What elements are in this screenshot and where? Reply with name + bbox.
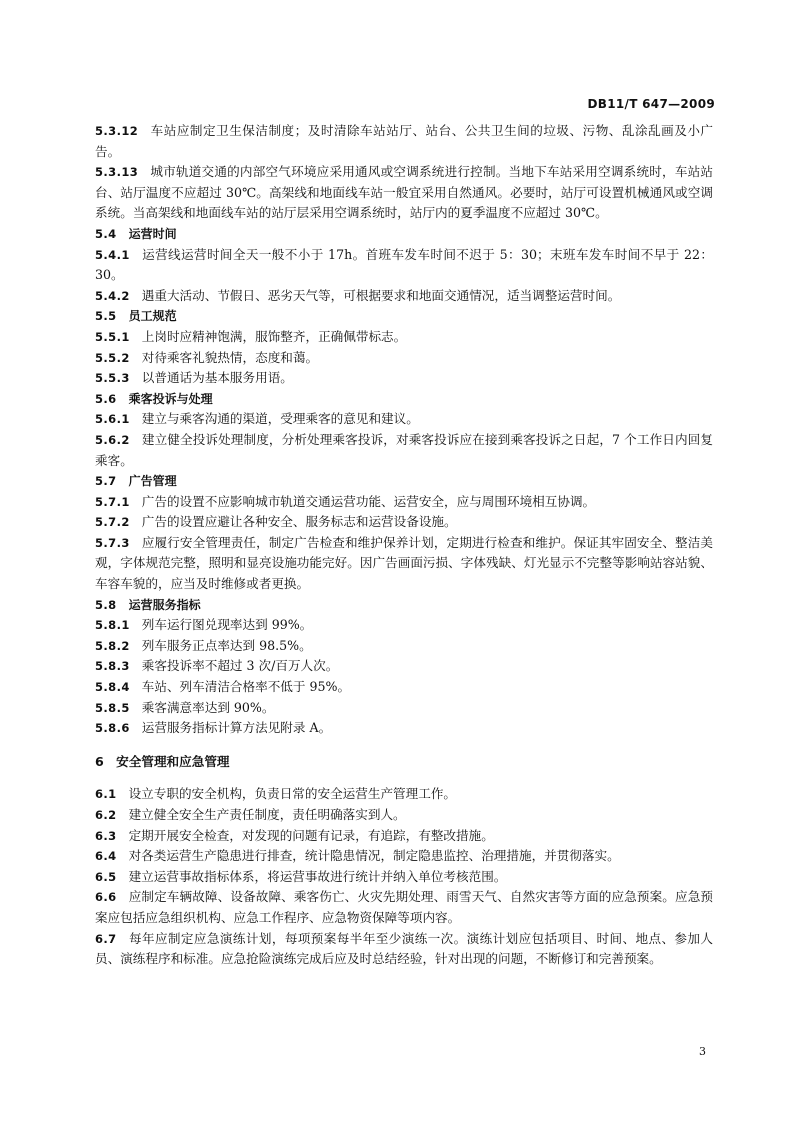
clause-6-4 bbox=[95, 846, 713, 867]
chapter-number: 6 bbox=[95, 753, 105, 769]
clause-5-5-2 bbox=[95, 348, 713, 369]
clause-5-5-1 bbox=[95, 327, 713, 348]
section-title: 乘客投诉与处理 bbox=[128, 391, 213, 406]
section-title: 员工规范 bbox=[128, 309, 177, 324]
clause-text: 建立运营事故指标体系，将运营事故进行统计并纳入单位考核范围。 bbox=[128, 868, 507, 884]
clause-5-8-5 bbox=[95, 698, 713, 719]
section-number: 5.6 bbox=[95, 391, 117, 406]
clause-number: 5.7.3 bbox=[95, 535, 130, 550]
clause-6-6 bbox=[95, 887, 713, 928]
section-heading-5-5 bbox=[95, 306, 713, 327]
clause-text: 定期开展安全检查，对发现的问题有记录，有追踪，有整改措施。 bbox=[128, 827, 494, 843]
section-title: 广告管理 bbox=[128, 474, 177, 489]
clause-text: 应履行安全管理责任，制定广告检查和维护保养计划，定期进行检查和维护。保证其牢固安全、整洁美观，字体规范完整，照明和显亮设施功能完好。因广告画面污损、字体残缺、灯光显示不完整等影响站容站貌、车容车貌的，应当及时维修或者更换。 bbox=[95, 534, 713, 592]
section-number: 5.8 bbox=[95, 597, 117, 612]
clause-text: 建立与乘客沟通的渠道，受理乘客的意见和建议。 bbox=[141, 411, 419, 427]
clause-text: 遇重大活动、节假日、恶劣天气等，可根据要求和地面交通情况，适当调整运营时间。 bbox=[141, 287, 621, 303]
clause-text: 建立健全投诉处理制度，分析处理乘客投诉，对乘客投诉应在接到乘客投诉之日起，7 个工作日内回复乘客。 bbox=[95, 431, 713, 468]
clause-number: 5.5.1 bbox=[95, 329, 130, 344]
clause-number: 5.8.1 bbox=[95, 618, 130, 633]
clause-number: 6.7 bbox=[95, 931, 117, 946]
clause-number: 6.2 bbox=[95, 808, 117, 822]
clause-number: 5.8.5 bbox=[95, 700, 130, 715]
clause-5-6-1 bbox=[95, 409, 713, 430]
clause-text: 列车服务正点率达到 98.5%。 bbox=[141, 637, 312, 653]
clause-5-8-3 bbox=[95, 656, 713, 677]
clause-5-8-6 bbox=[95, 718, 713, 739]
clause-number: 5.4.1 bbox=[95, 247, 130, 262]
clause-text: 乘客投诉率不超过 3 次/百万人次。 bbox=[141, 658, 339, 674]
clause-number: 5.6.2 bbox=[95, 432, 130, 447]
clause-number: 6.3 bbox=[95, 828, 117, 843]
clause-text: 以普通话为基本服务用语。 bbox=[141, 370, 293, 386]
document-code: DB11/T 647—2009 bbox=[587, 97, 715, 111]
clause-text: 城市轨道交通的内部空气环境应采用通风或空调系统进行控制。当地下车站采用空调系统时，车站站台、站厅温度不应超过 30℃。高架线和地面线车站一般宜采用自然通风。必要时，站厅可设置机械通风或空调系统。当高架线和地面线车站的站厅层采用空调系统时，站厅内的夏季温度不应超过 30℃。 bbox=[95, 164, 713, 221]
clause-5-6-2 bbox=[95, 430, 713, 471]
clause-text: 车站应制定卫生保洁制度；及时清除车站站厅、站台、公共卫生间的垃圾、污物、乱涂乱画及小广告。 bbox=[95, 123, 713, 159]
clause-number: 5.8.2 bbox=[95, 638, 130, 653]
clause-5-3-12 bbox=[95, 121, 713, 162]
section-heading-5-6 bbox=[95, 389, 713, 410]
clause-number: 6.1 bbox=[95, 787, 117, 802]
clause-5-8-1 bbox=[95, 615, 713, 636]
clause-number: 5.8.6 bbox=[95, 721, 130, 736]
clause-5-3-13 bbox=[95, 162, 713, 224]
section-heading-5-7 bbox=[95, 471, 713, 492]
clause-number: 5.8.4 bbox=[95, 680, 130, 695]
clause-5-7-3 bbox=[95, 533, 713, 595]
section-title: 运营服务指标 bbox=[128, 597, 201, 612]
clause-text: 广告的设置应避让各种安全、服务标志和运营设备设施。 bbox=[141, 514, 457, 530]
clause-number: 5.5.2 bbox=[95, 350, 130, 365]
clause-text: 广告的设置不应影响城市轨道交通运营功能、运营安全，应与周围环境相互协调。 bbox=[141, 493, 596, 509]
clause-6-5 bbox=[95, 867, 713, 888]
clause-text: 列车运行图兑现率达到 99%。 bbox=[141, 617, 313, 633]
clause-5-4-1 bbox=[95, 245, 713, 286]
clause-5-5-3 bbox=[95, 368, 713, 389]
section-number: 5.7 bbox=[95, 474, 117, 489]
clause-5-7-2 bbox=[95, 512, 713, 533]
section-title: 运营时间 bbox=[128, 226, 177, 241]
chapter-heading-6 bbox=[95, 752, 713, 773]
clause-number: 5.5.3 bbox=[95, 371, 130, 386]
clause-6-1 bbox=[95, 784, 713, 805]
clause-5-8-2 bbox=[95, 636, 713, 657]
document-body bbox=[95, 121, 713, 970]
clause-number: 5.7.1 bbox=[95, 494, 130, 509]
clause-6-3 bbox=[95, 826, 713, 847]
clause-number: 5.3.13 bbox=[95, 165, 139, 180]
clause-6-7 bbox=[95, 929, 713, 970]
clause-number: 6.6 bbox=[95, 890, 117, 905]
clause-number: 5.8.3 bbox=[95, 659, 130, 674]
section-number: 5.4 bbox=[95, 226, 117, 241]
clause-text: 建立健全安全生产责任制度，责任明确落实到人。 bbox=[128, 807, 406, 822]
clause-number: 5.4.2 bbox=[95, 288, 130, 303]
section-heading-5-4 bbox=[95, 224, 713, 245]
page-number: 3 bbox=[699, 1045, 706, 1058]
clause-text: 对各类运营生产隐患进行排查，统计隐患情况，制定隐患监控、治理措施，并贯彻落实。 bbox=[128, 848, 620, 864]
clause-text: 乘客满意率达到 90%。 bbox=[141, 699, 275, 715]
clause-text: 应制定车辆故障、设备故障、乘客伤亡、火灾先期处理、雨雪天气、自然灾害等方面的应急预案。应急预案应包括应急组织机构、应急工作程序、应急物资保障等项内容。 bbox=[95, 889, 713, 925]
clause-text: 对待乘客礼貌热情，态度和蔼。 bbox=[141, 349, 319, 365]
clause-number: 6.5 bbox=[95, 869, 117, 884]
clause-number: 5.7.2 bbox=[95, 515, 130, 530]
clause-text: 上岗时应精神饱满，服饰整齐，正确佩带标志。 bbox=[141, 328, 407, 344]
section-heading-5-8 bbox=[95, 595, 713, 616]
clause-5-8-4 bbox=[95, 677, 713, 698]
clause-text: 每年应制定应急演练计划，每项预案每半年至少演练一次。演练计划应包括项目、时间、地点、参加人员、演练程序和标准。应急抢险演练完成后应及时总结经验，针对出现的问题，不断修订和完善预案。 bbox=[95, 930, 713, 967]
clause-6-2 bbox=[95, 805, 713, 826]
clause-number: 5.3.12 bbox=[95, 124, 139, 138]
clause-text: 运营服务指标计算方法见附录 A。 bbox=[141, 720, 332, 736]
clause-text: 车站、列车清洁合格率不低于 95%。 bbox=[141, 679, 351, 695]
clause-text: 运营线运营时间全天一般不小于 17h。首班车发车时间不迟于 5：30；末班车发车时间不早于 22：30。 bbox=[95, 246, 713, 283]
clause-text: 设立专职的安全机构，负责日常的安全运营生产管理工作。 bbox=[128, 786, 457, 802]
clause-number: 6.4 bbox=[95, 849, 117, 864]
section-number: 5.5 bbox=[95, 309, 117, 324]
clause-number: 5.6.1 bbox=[95, 412, 130, 427]
clause-5-7-1 bbox=[95, 492, 713, 513]
chapter-title: 安全管理和应急管理 bbox=[116, 753, 230, 769]
clause-5-4-2 bbox=[95, 286, 713, 307]
